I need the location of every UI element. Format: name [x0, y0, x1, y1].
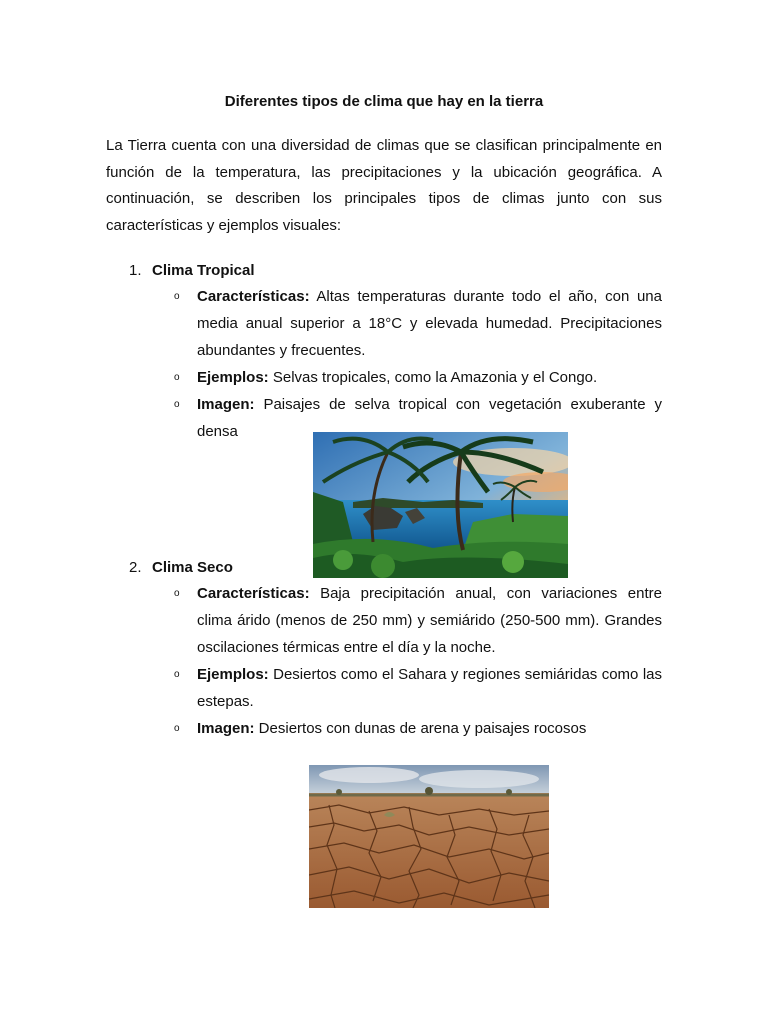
bullet-text: Altas temperaturas durante todo el año, con una media anual superior a 18°C y elevada humedad. Precipitaciones abundantes y frecuentes.	[197, 288, 662, 359]
bullet-label: Características:	[197, 585, 310, 602]
section-name: Clima Seco	[152, 559, 233, 576]
bullet-label: Ejemplos:	[197, 369, 269, 386]
bullet-text: Desiertos con dunas de arena y paisajes rocosos	[254, 720, 587, 737]
bullet-label: Imagen:	[197, 396, 255, 413]
bullet-text: Baja precipitación anual, con variaciones entre clima árido (menos de 250 mm) y semiárido (250-500 mm). Grandes oscilaciones térmicas entre el día y la noche.	[197, 585, 662, 656]
section-heading-dry	[129, 558, 233, 578]
bullet-text: Desiertos como el Sahara y regiones semiáridas como las estepas.	[197, 666, 662, 710]
bullet-dry-examples	[174, 662, 662, 716]
intro-paragraph: La Tierra cuenta con una diversidad de climas que se clasifican principalmente en función de la temperatura, las precipitaciones y la ubicación geográfica. A continuación, se describen los principales tipos de climas junto con sus características y ejemplos visuales:	[106, 137, 662, 235]
bullet-label: Ejemplos:	[197, 666, 269, 683]
bullet-dry-characteristics	[174, 581, 662, 661]
tropical-landscape-image	[313, 432, 568, 578]
bullet-tropical-characteristics	[174, 284, 662, 364]
bullet-marker: o	[174, 399, 180, 410]
section-number: 1.	[129, 262, 142, 279]
bullet-dry-image	[174, 716, 662, 743]
bullet-marker: o	[174, 291, 180, 302]
bullet-marker: o	[174, 723, 180, 734]
bullet-text: Selvas tropicales, como la Amazonia y el Congo.	[268, 369, 598, 386]
bullet-marker: o	[174, 372, 180, 383]
bullet-marker: o	[174, 669, 180, 680]
section-heading-tropical	[129, 261, 255, 281]
section-name: Clima Tropical	[152, 262, 255, 279]
bullet-label: Imagen:	[197, 720, 255, 737]
bullet-label: Características:	[197, 288, 310, 305]
bullet-tropical-examples	[174, 365, 662, 392]
bullet-text: Paisajes de selva tropical con vegetación exuberante y densa	[197, 396, 662, 440]
section-number: 2.	[129, 559, 142, 576]
bullet-marker: o	[174, 588, 180, 599]
desert-landscape-image	[309, 765, 549, 908]
document-title: Diferentes tipos de clima que hay en la tierra	[224, 93, 544, 110]
